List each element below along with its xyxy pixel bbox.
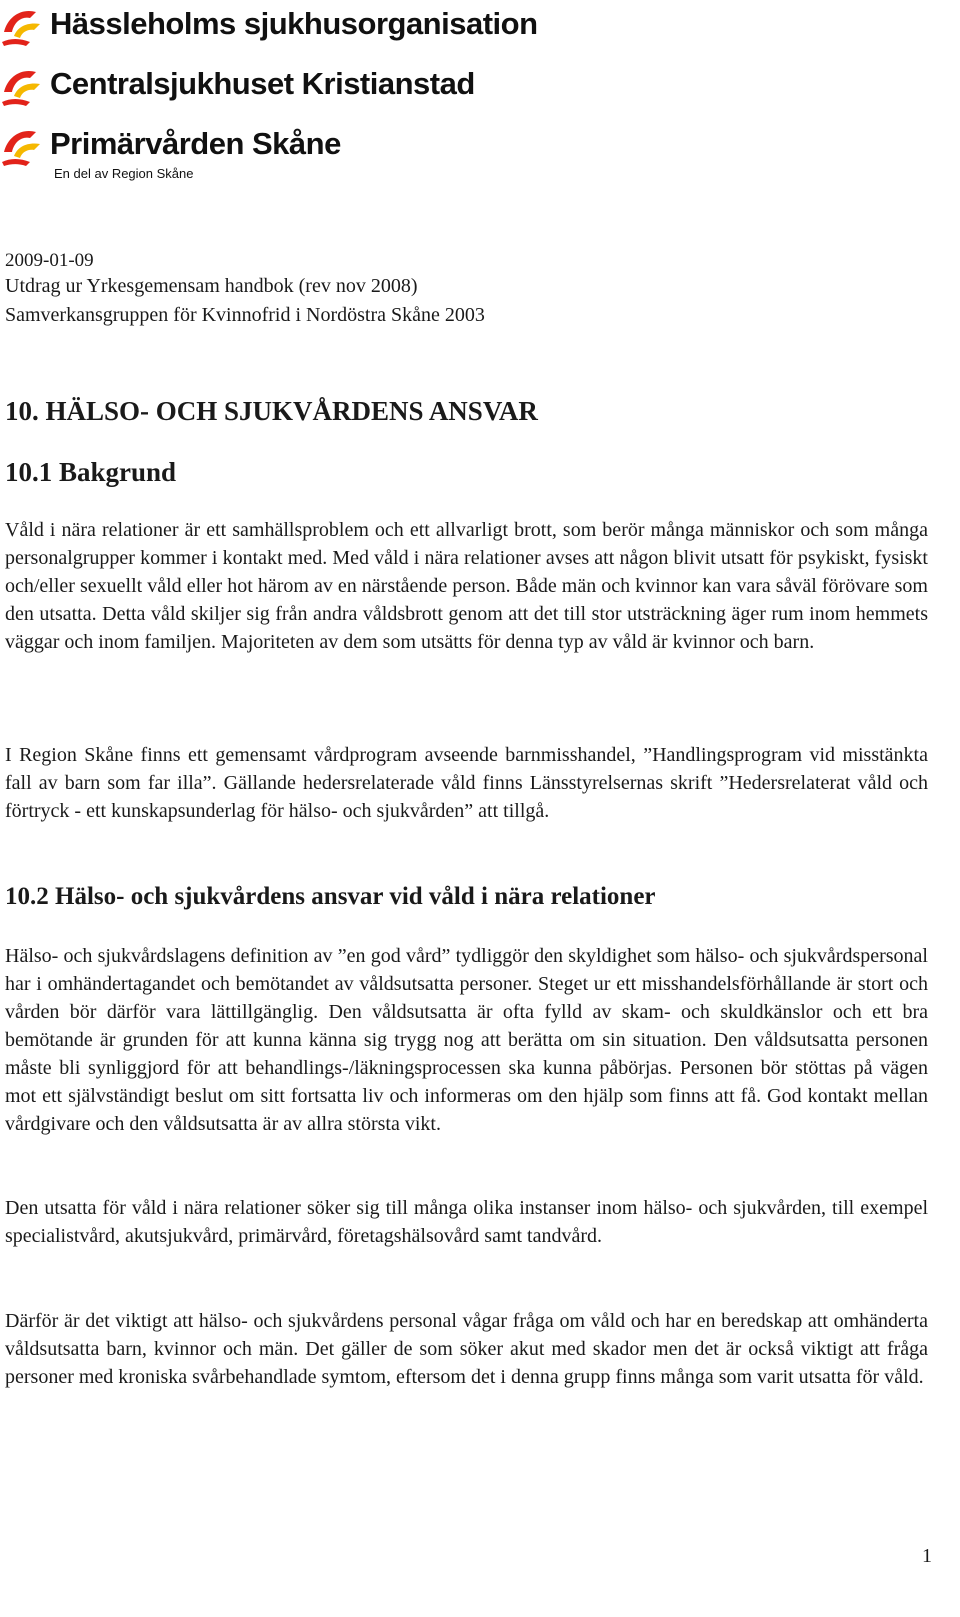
section-title: 10. HÄLSO- OCH SJUKVÅRDENS ANSVAR [5,396,538,426]
logo-hassleholm [0,2,538,46]
document-source: Utdrag ur Yrkesgemensam handbok (rev nov 2008) [5,275,418,297]
document-author: Samverkansgruppen för Kvinnofrid i Nordöstra Skåne 2003 [5,304,485,326]
subsection-title-ansvar: 10.2 Hälso- och sjukvårdens ansvar vid våld i nära relationer [5,883,656,910]
logo-name: Hässleholms sjukhusorganisation [50,6,538,41]
logo-primarvarden [0,122,341,166]
paragraph: I Region Skåne finns ett gemensamt vårdprogram avseende barnmisshandel, ”Handlingsprogram vid misstänkta fall av barn som far illa”. Gällande hedersrelaterade våld finns Länsstyrelsernas skrift ”Hedersrelaterat våld och förtryck - ett kunskapsunderlag för hälso- och sjukvården” att tillgå. [5,744,928,822]
paragraph: Därför är det viktigt att hälso- och sjukvårdens personal vågar fråga om våld och har en beredskap att omhänderta våldsutsatta barn, kvinnor och män. Det gäller de som söker akut med skador men det är också viktigt att fråga personer med kroniska svårbehandlade symtom, eftersom det i denna grupp finns många som varit utsatta för våld. [5,1310,928,1388]
region-skane-griffin-icon [0,122,44,166]
paragraph: Hälso- och sjukvårdslagens definition av ”en god vård” tydliggör den skyldighet som hälso- och sjukvårdspersonal har i omhändertagandet och bemötandet av våldsutsatta personer. Steget ur ett misshandelsförhållande är stort och vården bör därför vara lättillgänglig. Den våldsutsatta är ofta fylld av skam- och skuldkänslor och ett bra bemötande är grunden för att kunna känna sig trygg nog att berätta om sin situation. Den våldsutsatta personen måste bli synliggjord för att behandlings-/läkningsprocessen ska kunna påbörjas. Personen bör stöttas på vägen mot ett självständigt beslut om sitt fortsatta liv och informeras om den hjälp som finns att få. God kontakt mellan vårdgivare och den våldsutsatta är av allra största vikt. [5,945,928,1135]
logo-name: Primärvården Skåne [50,126,341,161]
paragraph: Den utsatta för våld i nära relationer söker sig till många olika instanser inom hälso- och sjukvården, till exempel specialistvård, akutsjukvård, primärvård, företagshälsovård samt tandvård. [5,1197,928,1247]
document-date: 2009-01-09 [5,250,94,271]
region-skane-griffin-icon [0,2,44,46]
logo-kristianstad [0,62,475,106]
subsection-title-bakgrund: 10.1 Bakgrund [5,457,177,487]
paragraph: Våld i nära relationer är ett samhällsproblem och ett allvarligt brott, som berör många människor och som många personalgrupper kommer i kontakt med. Med våld i nära relationer avses att någon blivit utsatt för psykiskt, fysiskt och/eller sexuellt våld eller hot härom av en närstående person. Både män och kvinnor kan vara såväl förövare som den utsatta. Detta våld skiljer sig från andra våldsbrott genom att det till stor utsträckning äger rum inom hemmets väggar och inom familjen. Majoriteten av dem som utsätts för denna typ av våld är kvinnor och barn. [5,519,928,653]
logo-subtitle: En del av Region Skåne [54,166,194,181]
page-number: 1 [922,1545,932,1567]
logo-name: Centralsjukhuset Kristianstad [50,66,475,101]
region-skane-griffin-icon [0,62,44,106]
